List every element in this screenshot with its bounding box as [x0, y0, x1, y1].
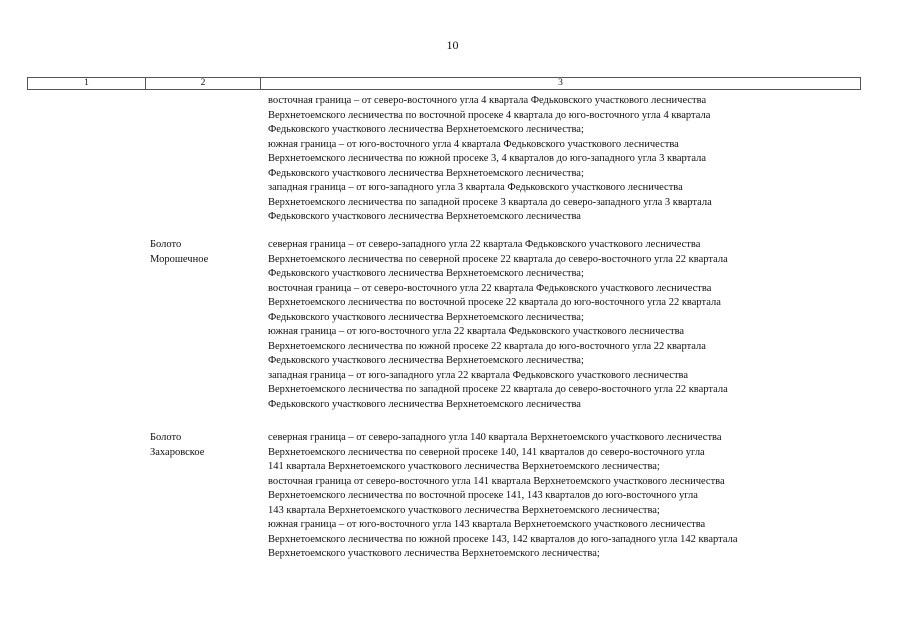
boundary-line: Верхнетоемского лесничества по северной просеке 22 квартала до северо-восточного угла 22 квартала — [268, 253, 728, 265]
boundary-line: Верхнетоемского участкового лесничества Верхнетоемского лесничества; — [268, 548, 600, 559]
boundary-line: восточная граница от северо-восточного угла 141 квартала Верхнетоемского участкового лесничества — [268, 475, 725, 487]
boundary-description — [268, 238, 888, 412]
boundary-line: восточная граница – от северо-восточного угла 4 квартала Федьковского участкового лесничества — [268, 95, 707, 106]
boundary-line: Верхнетоемского лесничества по западной просеке 22 квартала до северо-восточного угла 22 квартала — [268, 384, 728, 395]
column-header-table — [27, 77, 861, 90]
boundary-line: Верхнетоемского лесничества по южной просеке 143, 142 кварталов до юго-западного угла 142 квартала — [268, 533, 738, 545]
column-header-row — [28, 78, 861, 90]
boundary-line: западная граница – от юго-западного угла 3 квартала Федьковского участкового лесничества — [268, 182, 683, 193]
boundary-line: южная граница – от юго-восточного угла 143 квартала Верхнетоемского участкового лесничества — [268, 519, 706, 530]
boundary-line: северная граница – от северо-западного угла 22 квартала Федьковского участкового лесничества — [268, 239, 701, 250]
boundary-line: западная граница – от юго-западного угла 22 квартала Федьковского участкового лесничества — [268, 369, 689, 381]
column-header-2: 2 — [146, 78, 261, 90]
boundary-line: южная граница – от юго-восточного угла 4 квартала Федьковского участкового лесничества — [268, 138, 679, 150]
boundary-line: Верхнетоемского лесничества по южной просеке 22 квартала до юго-восточного угла 22 квартала — [268, 340, 706, 352]
boundary-line: Федьковского участкового лесничества Верхнетоемского лесничества; — [268, 268, 584, 279]
boundary-line: Верхнетоемского лесничества по северной просеке 140, 141 кварталов до северо-восточного угла — [268, 446, 705, 458]
boundary-line: Верхнетоемского лесничества по восточной просеке 22 квартала до юго-восточного угла 22 квартала — [268, 297, 721, 308]
boundary-line: Верхнетоемского лесничества по южной просеке 3, 4 кварталов до юго-западного угла 3 квартала — [268, 153, 707, 164]
boundary-line: Верхнетоемского лесничества по западной просеке 3 квартала до северо-западного угла 3 квартала — [268, 196, 712, 208]
boundary-line: 143 квартала Верхнетоемского участкового лесничества Верхнетоемского лесничества; — [268, 504, 660, 516]
column-header-1: 1 — [28, 78, 146, 90]
object-name-line-2: Захаровское — [150, 446, 205, 458]
boundary-description — [268, 431, 888, 562]
boundary-line: Федьковского участкового лесничества Верхнетоемского лесничества; — [268, 124, 584, 135]
column-header-3: 3 — [261, 78, 861, 90]
boundary-line: Федьковского участкового лесничества Верхнетоемского лесничества; — [268, 355, 584, 366]
boundary-line: Верхнетоемского лесничества по восточной просеке 4 квартала до юго-восточного угла 4 квартала — [268, 109, 711, 121]
boundary-line: южная граница – от юго-восточного угла 22 квартала Федьковского участкового лесничества — [268, 326, 685, 337]
boundary-line: Федьковского участкового лесничества Верхнетоемского лесничества — [268, 398, 581, 410]
boundary-description — [268, 94, 888, 225]
boundary-line: Федьковского участкового лесничества Верхнетоемского лесничества; — [268, 311, 584, 323]
boundary-line: Верхнетоемского лесничества по восточной просеке 141, 143 кварталов до юго-восточного угла — [268, 490, 698, 501]
page-number: 10 — [446, 38, 459, 52]
boundary-line: Федьковского участкового лесничества Верхнетоемского лесничества; — [268, 167, 584, 179]
boundary-line: восточная граница – от северо-восточного угла 22 квартала Федьковского участкового лесничества — [268, 282, 712, 294]
boundary-line: 141 квартала Верхнетоемского участкового лесничества Верхнетоемского лесничества; — [268, 461, 660, 472]
object-name — [150, 431, 260, 460]
boundary-line: Федьковского участкового лесничества Верхнетоемского лесничества — [268, 211, 581, 222]
boundary-line: северная граница – от северо-западного угла 140 квартала Верхнетоемского участкового лесничества — [268, 432, 722, 443]
object-name-line-1: Болото — [150, 432, 182, 443]
object-name-line-2: Морошечное — [150, 253, 209, 265]
object-name-line-1: Болото — [150, 239, 182, 250]
object-name — [150, 238, 260, 267]
